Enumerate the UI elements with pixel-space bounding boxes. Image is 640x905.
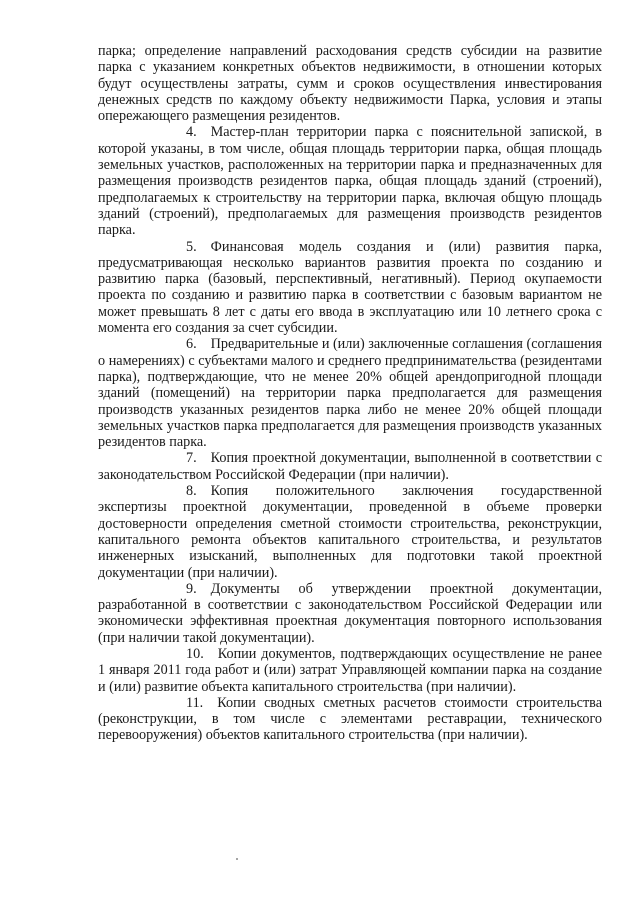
paragraph-9 xyxy=(98,581,602,646)
paragraph-text: Копии сводных сметных расчетов стоимости строительства (реконструкции, в том числе с элементами реставрации, технического перевооружения) объектов капитального строительства (при наличии). xyxy=(98,694,602,744)
scan-speck xyxy=(236,858,238,860)
paragraph-number: 11. xyxy=(186,694,204,711)
paragraph-6 xyxy=(98,336,602,450)
paragraph-number: 10. xyxy=(186,645,204,662)
paragraph-text: Копия положительного заключения государственной экспертизы проектной документации, проведенной в объеме проверки достоверности определения сметной стоимости строительства, реконструкции, капитального ремонта объектов капитального строительства, и результатов инженерных изысканий, выполненных для подготовки такой проектной документации (при наличии). xyxy=(98,483,602,581)
paragraph-text: Мастер-план территории парка с пояснительной запиской, в которой указаны, в том числе, общая площадь территории парка, общая площадь земельных участков, расположенных на территории парка и предназначенных для размещения производств резидентов парка, общая площадь зданий (строений), предполагаемых к строительству на территории парка, включая общую площадь зданий (строений), предполагаемых для размещения производств резидентов парка. xyxy=(98,124,602,239)
document-page xyxy=(98,43,602,744)
paragraph-8 xyxy=(98,483,602,581)
paragraph-text: Копии документов, подтверждающих осуществление не ранее 1 января 2011 года работ и (или) затрат Управляющей компании парка на создание и (или) развитие объекта капитального строительства (при наличии). xyxy=(98,645,602,695)
paragraph-text: Копия проектной документации, выполненной в соответствии с законодательством Российской Федерации (при наличии). xyxy=(98,450,602,483)
paragraph-text: парка; определение направлений расходования средств субсидии на развитие парка с указанием конкретных объектов недвижимости, в отношении которых будут осуществлены затраты, сумм и сроков осуществления инвестирования денежных средств по каждому объекту недвижимости Парка, условия и этапы опережающего размещения резидентов. xyxy=(98,43,602,125)
paragraph-11 xyxy=(98,695,602,744)
paragraph-text: Финансовая модель создания и (или) развития парка, предусматривающая несколько вариантов развития проекта по созданию и развитию парка (базовый, перспективный, негативный). Период окупаемости проекта по созданию и развитию парка в соответствии с базовым вариантом не может превышать 8 лет с даты его ввода в эксплуатацию или 10 летнего срока с момента его создания за счет субсидии. xyxy=(98,238,602,337)
paragraph-7 xyxy=(98,450,602,483)
paragraph-10 xyxy=(98,646,602,695)
paragraph-number: 5. xyxy=(186,238,197,255)
paragraph-text: Предварительные и (или) заключенные соглашения (соглашения о намерениях) с субъектами малого и среднего предпринимательства (резидентами парка), подтверждающие, что не менее 20% общей арендопригодной площади зданий (помещений) на территории парка предполагается для размещения производств указанных резидентов парка либо не менее 20% общей площади земельных участков парка предполагается для размещения производств указанных резидентов парка. xyxy=(98,336,603,451)
paragraph-text: Документы об утверждении проектной документации, разработанной в соответствии с законодательством Российской Федерации или экономически эффективная проектная документация повторного использования (при наличии такой документации). xyxy=(98,580,602,646)
paragraph-number: 7. xyxy=(186,450,197,467)
paragraph-number: 9. xyxy=(186,580,197,597)
paragraph-5 xyxy=(98,239,602,337)
paragraph-continuation xyxy=(98,43,602,124)
paragraph-4 xyxy=(98,124,602,238)
paragraph-number: 4. xyxy=(186,124,197,141)
paragraph-number: 8. xyxy=(186,483,197,500)
paragraph-number: 6. xyxy=(186,336,197,353)
